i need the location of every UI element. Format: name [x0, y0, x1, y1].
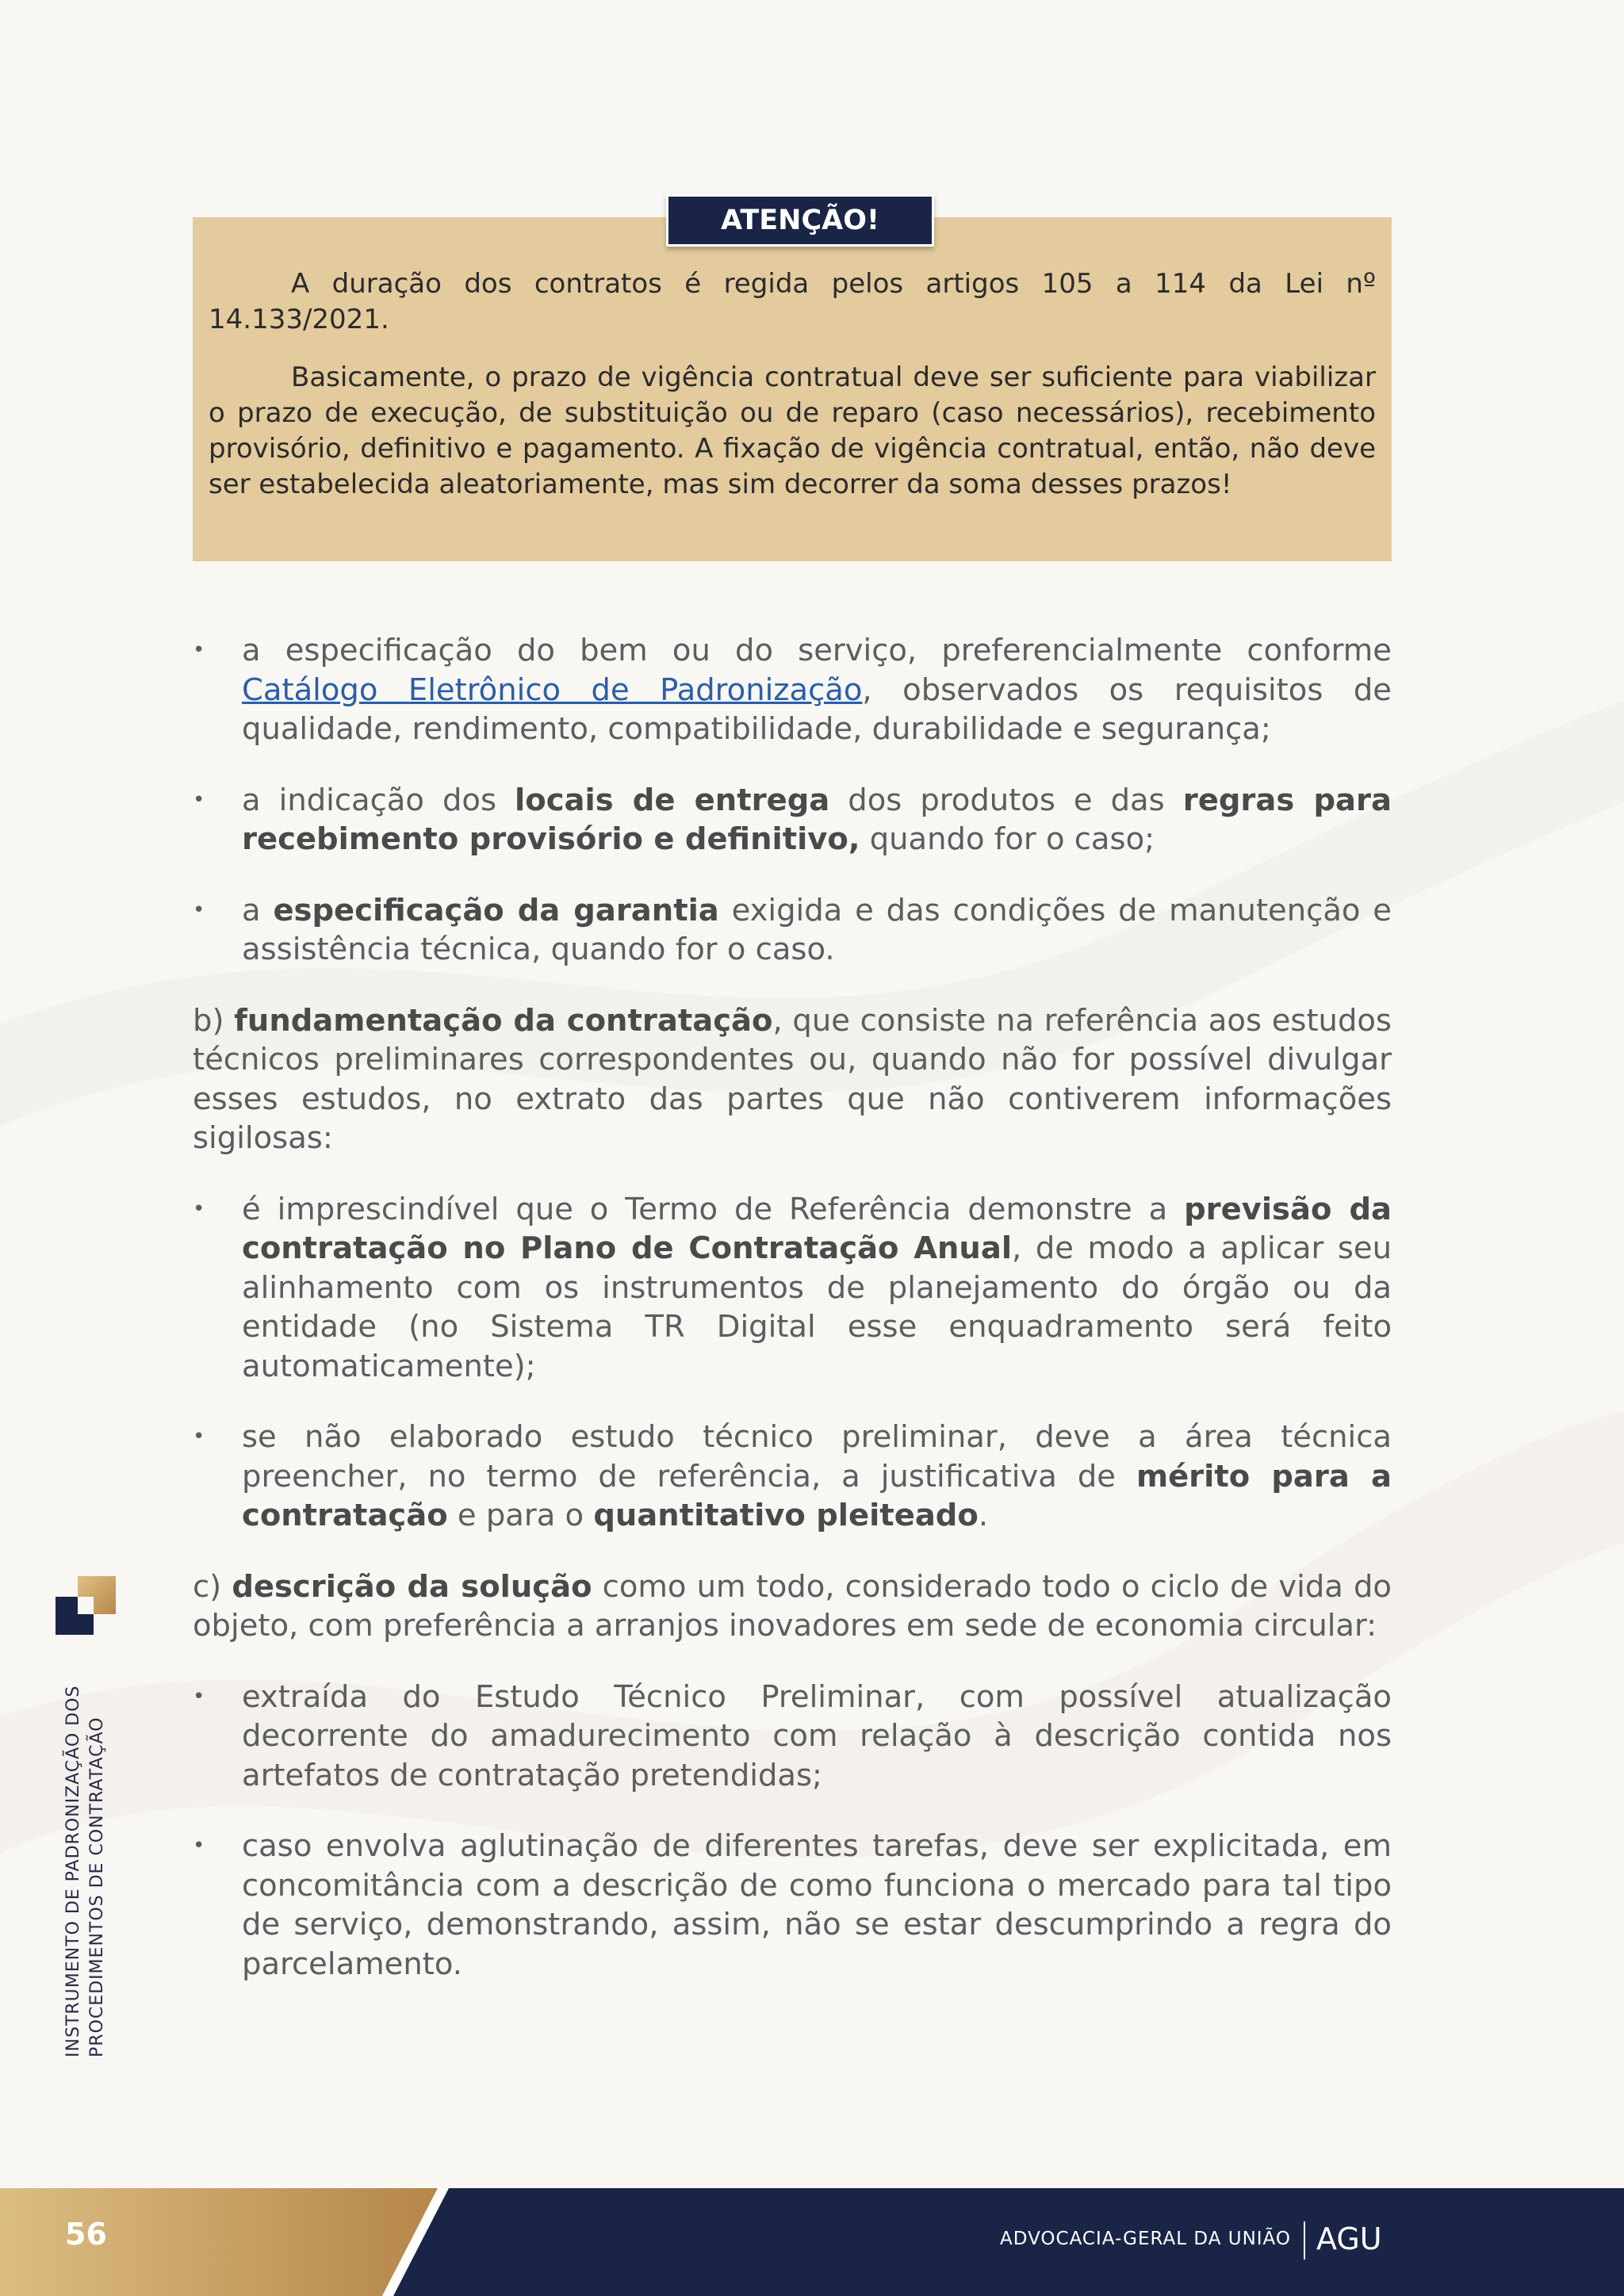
list-item: • caso envolva aglutinação de diferentes tarefas, deve ser explicitada, em concomitância com a descrição de como funciona o mercado para tal tipo de serviço, demonstrando, assim, não se estar descumprindo a regra do parcelamento. [193, 1828, 1392, 1982]
section-b-paragraph: b) fundamentação da contratação, que consiste na referência aos estudos técnicos preliminares correspondentes ou, quando não for possível divulgar esses estudos, no extrato das partes que não contiverem informações sigilosas: [193, 1002, 1392, 1156]
bullet-icon: • [193, 1834, 205, 1858]
list-item: • a especificação da garantia exigida e das condições de manutenção e assistência técnica, quando for o caso. [193, 892, 1392, 967]
side-title-line-1: INSTRUMENTO DE PADRONIZAÇÃO DOS [63, 1685, 83, 2057]
list-item: • extraída do Estudo Técnico Preliminar, com possível atualização decorrente do amadurecimento com relação à descrição contida nos artefatos de contratação pretendidas; [193, 1678, 1392, 1793]
footer-organization: ADVOCACIA-GERAL DA UNIÃO [1000, 2229, 1291, 2249]
list-item: • se não elaborado estudo técnico preliminar, deve a área técnica preencher, no termo de referência, a justificativa de mérito para a contratação e para o quantitativo pleiteado. [193, 1419, 1392, 1533]
bullet-icon: • [193, 787, 205, 812]
page-number: 56 [65, 2217, 107, 2252]
bullet-icon: • [193, 1425, 205, 1448]
section-c-paragraph: c) descrição da solução como um todo, considerado todo o ciclo de vida do objeto, com preferência a arranjos inovadores em sede de economia circular: [193, 1568, 1392, 1644]
main-content [193, 631, 1392, 2015]
footer-agu-logo: AGU [1316, 2221, 1382, 2256]
bullet-icon: • [193, 1684, 205, 1709]
side-publication-title [62, 1645, 109, 2057]
specification-list [193, 631, 1392, 970]
attention-box [193, 217, 1392, 561]
section-b-list [193, 1190, 1392, 1536]
side-title-line-2: PROCEDIMENTOS DE CONTRATAÇÃO [87, 1716, 107, 2057]
attention-badge: ATENÇÃO! [666, 194, 934, 247]
footer-divider [1304, 2221, 1305, 2260]
list-item: • é imprescindível que o Termo de Referência demonstre a previsão da contratação no Plano de Contratação Anual, de modo a aplicar seu alinhamento com os instrumentos de planejamento do órgão ou da entidade (no Sistema TR Digital esse enquadramento será feito automaticamente); [193, 1191, 1392, 1384]
list-item: • a especificação do bem ou do serviço, preferencialmente conforme Catálogo Eletrônico de Padronização, observados os requisitos de qualidade, rendimento, compatibilidade, durabilidade e segurança; [193, 633, 1392, 747]
section-c-list [193, 1678, 1392, 1984]
publication-logo-icon [56, 1576, 116, 1635]
attention-paragraph-1: A duração dos contratos é regida pelos artigos 105 a 114 da Lei nº 14.133/2021. [209, 268, 1376, 335]
list-item: • a indicação dos locais de entrega dos produtos e das regras para recebimento provisório e definitivo, quando for o caso; [193, 782, 1392, 857]
bullet-icon: • [193, 638, 205, 662]
bullet-icon: • [193, 1196, 205, 1221]
attention-paragraph-2: Basicamente, o prazo de vigência contratual deve ser suficiente para viabilizar o prazo de execução, de substituição ou de reparo (caso necessários), recebimento provisório, definitivo e pagamento. A fixação de vigência contratual, então, não deve ser estabelecida aleatoriamente, mas sim decorrer da soma desses prazos! [209, 362, 1376, 500]
bullet-icon: • [193, 897, 205, 922]
catalog-link[interactable]: Catálogo Eletrônico de Padronização [242, 672, 863, 708]
